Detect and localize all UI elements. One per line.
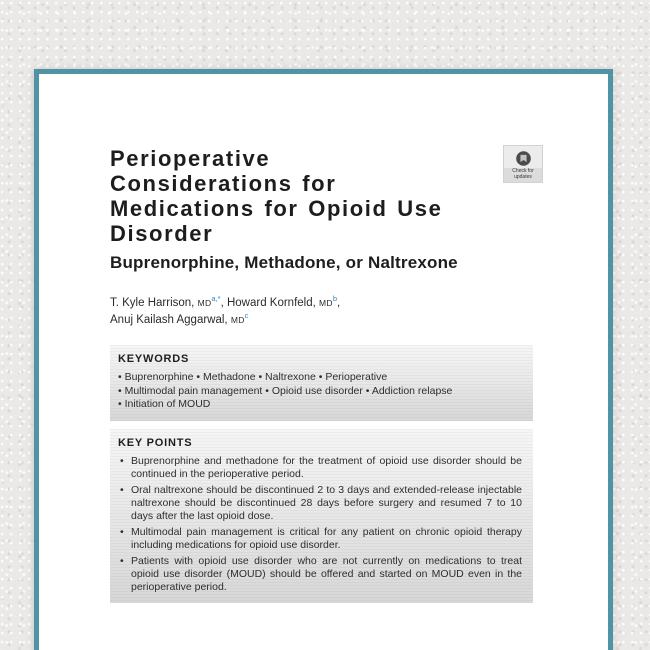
key-point-item: • Buprenorphine and methadone for the treatment of opioid use disorder should be continued in the perioperative period. [118, 455, 522, 481]
key-points-list [118, 455, 522, 594]
title-line: Disorder [110, 221, 214, 246]
author-name: T. Kyle Harrison, [110, 297, 198, 309]
key-point-item: • Oral naltrexone should be discontinued 2 to 3 days and extended-release injectable naltrexone should be discontinued 28 days before surgery and resumed 7 to 10 days after the last opioid dose. [118, 484, 522, 523]
author-line-1 [110, 295, 539, 312]
keywords-list [118, 371, 522, 412]
article-page [34, 69, 613, 650]
author-separator: , [220, 297, 227, 309]
key-points-box [110, 429, 533, 603]
author-degree: MD [319, 298, 333, 308]
affiliation-link[interactable]: c [244, 311, 249, 321]
article-title [110, 146, 539, 246]
article-content [110, 146, 539, 603]
keywords-box [110, 345, 533, 421]
title-line: Perioperative [110, 146, 271, 171]
key-point-item: • Patients with opioid use disorder who are not currently on medications to treat opioid use disorder (MOUD) should be offered and started on MOUD even in the perioperative period. [118, 555, 522, 594]
author [110, 311, 249, 326]
author [226, 294, 341, 309]
crossmark-badge-label[interactable]: Check for updates [504, 168, 542, 182]
keywords-row: • Buprenorphine • Methadone • Naltrexone • Perioperative [118, 371, 388, 383]
author-degree: MD [230, 315, 245, 325]
title-line: Considerations for [110, 171, 337, 196]
affiliation-link[interactable]: a,* [211, 294, 221, 304]
author-degree: MD [197, 298, 212, 308]
keywords-row: • Initiation of MOUD [118, 398, 211, 410]
author-list [110, 295, 539, 329]
author [110, 294, 227, 309]
keywords-heading: KEYWORDS [118, 353, 190, 365]
title-line: Medications for Opioid Use [110, 196, 443, 221]
article-subtitle: Buprenorphine, Methadone, or Naltrexone [110, 253, 458, 272]
key-point-item: • Multimodal pain management is critical for any patient on chronic opioid therapy including medications for opioid use disorder. [118, 526, 522, 552]
author-separator: , [337, 297, 341, 309]
key-points-heading: KEY POINTS [118, 436, 193, 449]
keywords-row: • Multimodal pain management • Opioid use disorder • Addiction relapse [118, 384, 453, 397]
author-line-2 [110, 312, 539, 329]
author-name: Anuj Kailash Aggarwal, [110, 314, 231, 326]
author-name: Howard Kornfeld, [226, 297, 320, 309]
affiliation-link[interactable]: b [332, 294, 338, 304]
